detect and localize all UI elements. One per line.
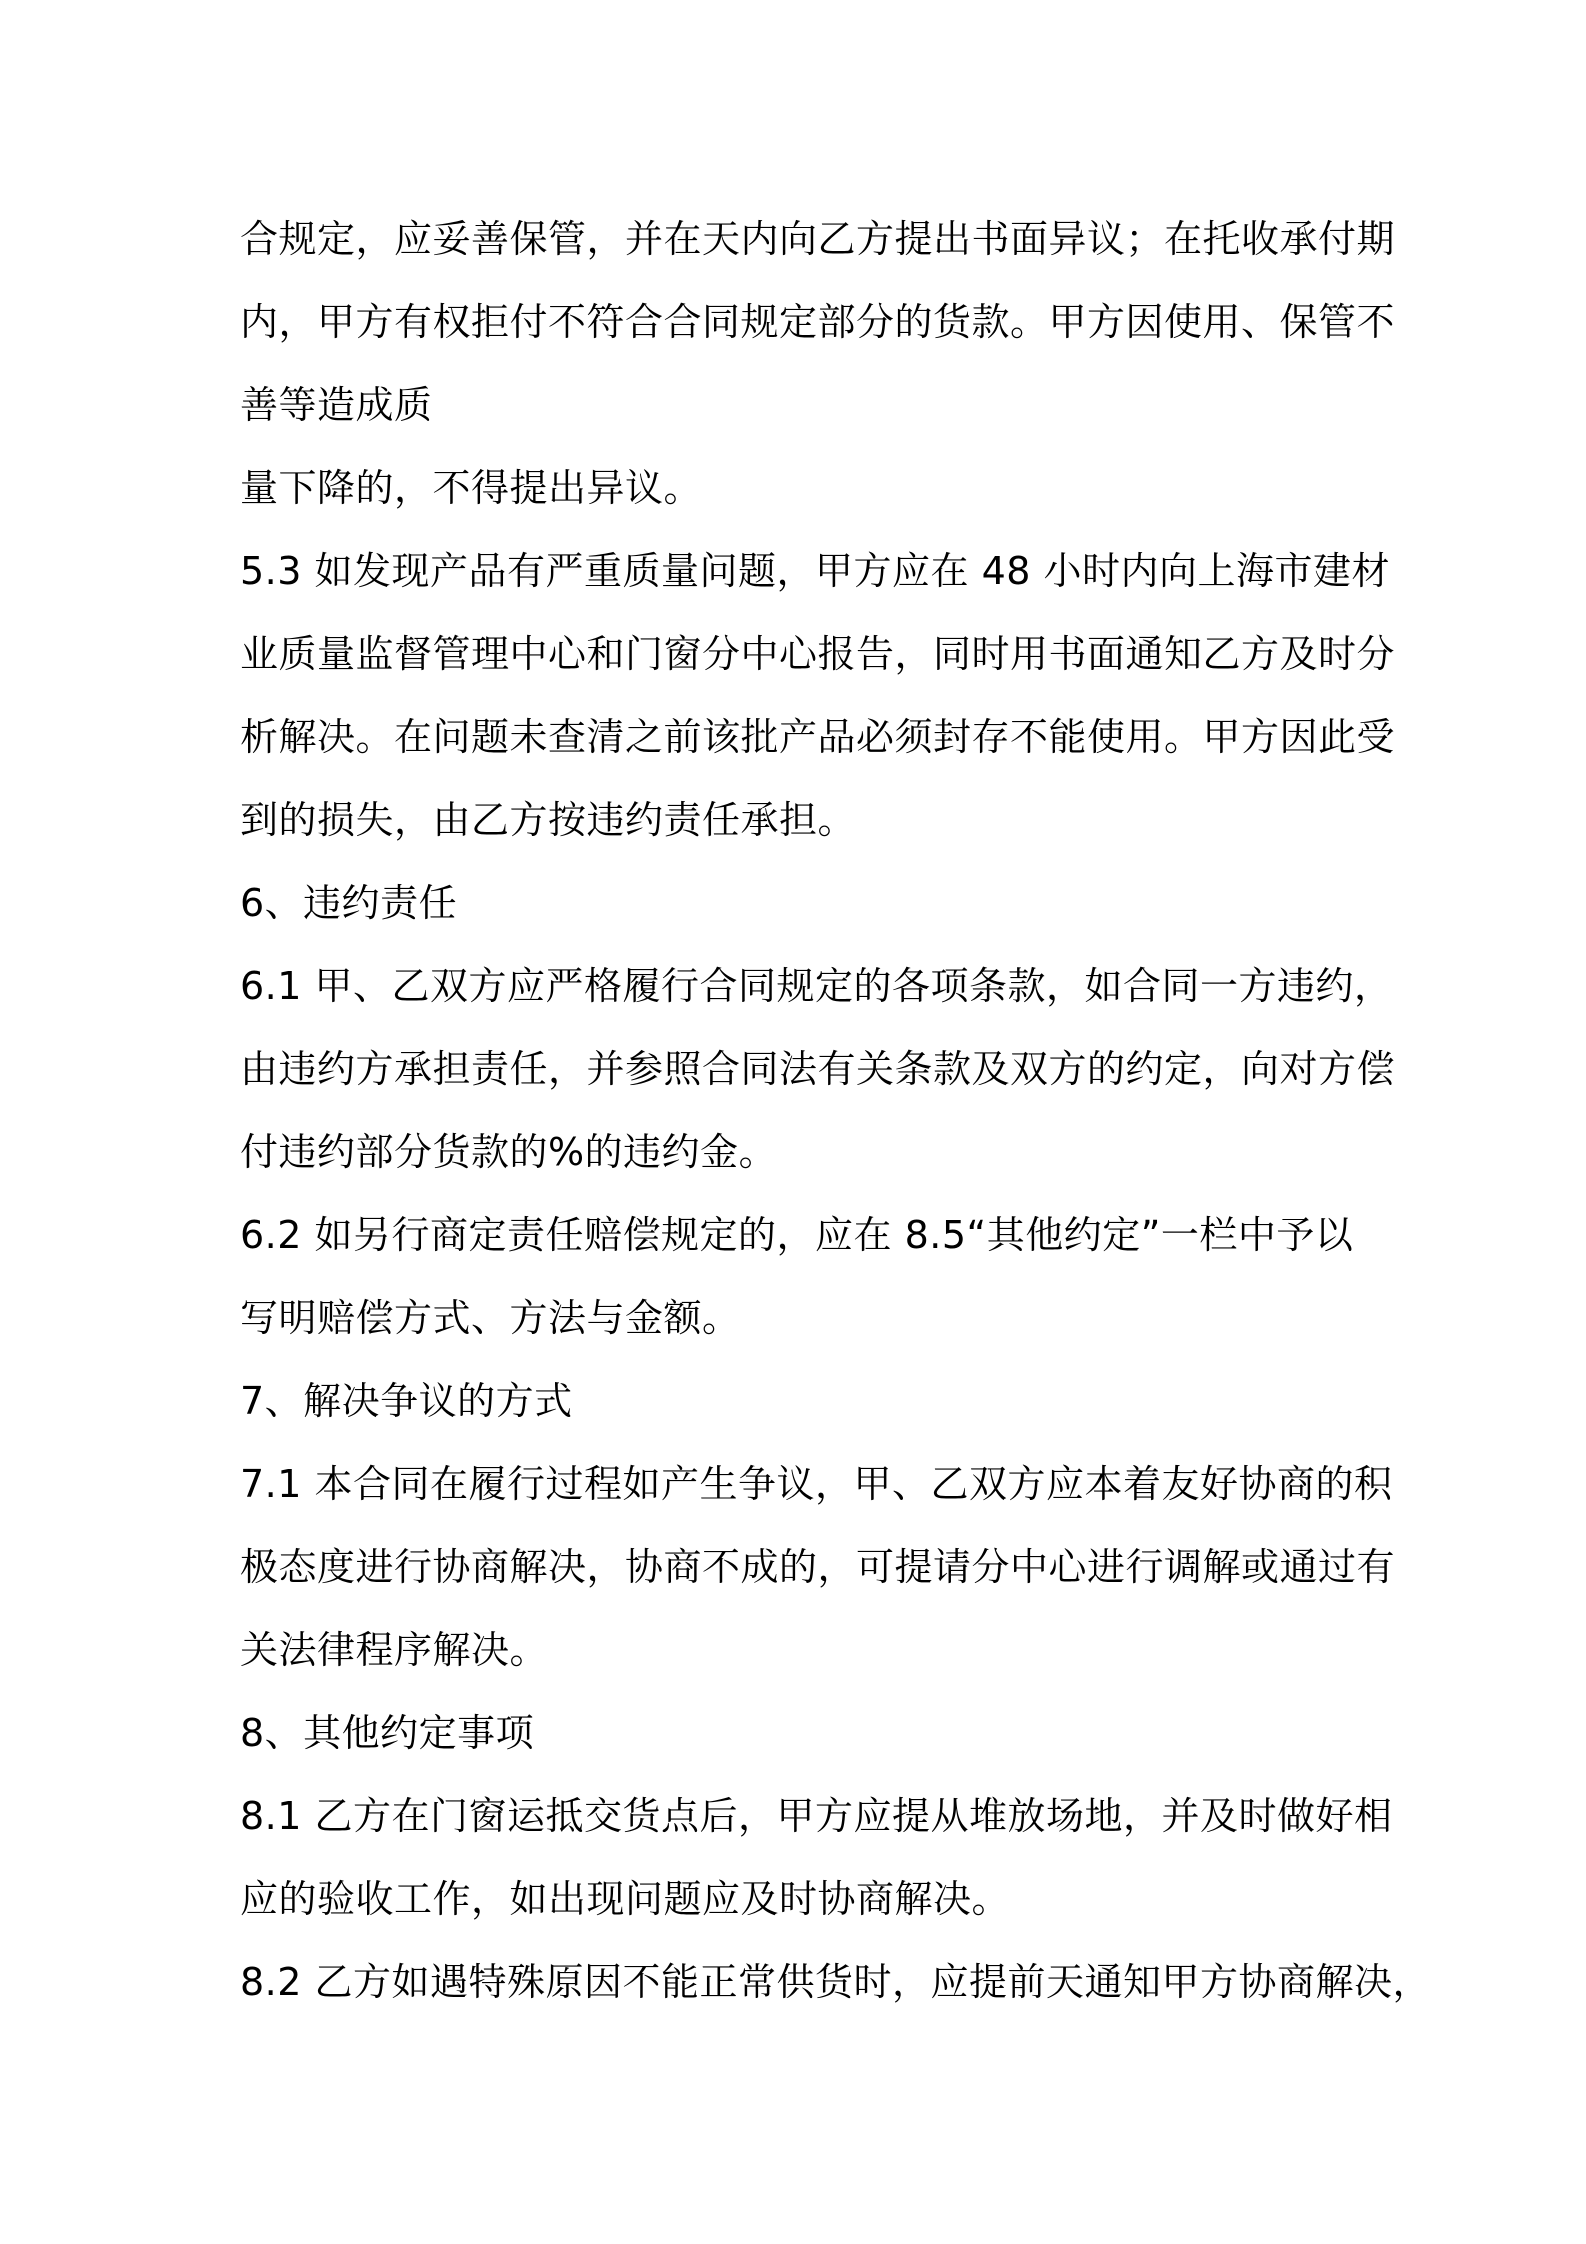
text-line: 善等造成质 <box>240 383 433 427</box>
text-line: 合规定，应妥善保管，并在天内向乙方提出书面异议；在托收承付期 <box>240 217 1396 261</box>
text-line: 量下降的，不得提出异议。 <box>240 466 703 510</box>
text-line: 付违约部分货款的%的违约金。 <box>240 1130 778 1174</box>
clause-8-1-line: 8.1 乙方在门窗运抵交货点后，甲方应提从堆放场地，并及时做好相 <box>240 1794 1393 1838</box>
text-line: 析解决。在问题未查清之前该批产品必须封存不能使用。甲方因此受 <box>240 715 1396 759</box>
section-heading-8: 8、其他约定事项 <box>240 1711 535 1755</box>
clause-5-3-line: 5.3 如发现产品有严重质量问题，甲方应在 48 小时内向上海市建材 <box>240 549 1391 593</box>
clause-6-2-line: 6.2 如另行商定责任赔偿规定的，应在 8.5“其他约定”一栏中予以 <box>240 1213 1354 1257</box>
text-line: 到的损失，由乙方按违约责任承担。 <box>240 798 857 842</box>
clause-6-1-line: 6.1 甲、乙双方应严格履行合同规定的各项条款，如合同一方违约， <box>240 964 1393 1008</box>
text-line: 由违约方承担责任，并参照合同法有关条款及双方的约定，向对方偿 <box>240 1047 1396 1091</box>
section-heading-7: 7、解决争议的方式 <box>240 1379 573 1423</box>
text-line: 极态度进行协商解决，协商不成的，可提请分中心进行调解或通过有 <box>240 1545 1396 1589</box>
clause-7-1-line: 7.1 本合同在履行过程如产生争议，甲、乙双方应本着友好协商的积 <box>240 1462 1393 1506</box>
document-body <box>240 198 1432 2024</box>
text-line: 内，甲方有权拒付不符合合同规定部分的货款。甲方因使用、保管不 <box>240 300 1396 344</box>
clause-8-2-line: 8.2 乙方如遇特殊原因不能正常供货时，应提前天通知甲方协商解决， <box>240 1960 1432 2004</box>
section-heading-6: 6、违约责任 <box>240 881 458 925</box>
text-line: 业质量监督管理中心和门窗分中心报告，同时用书面通知乙方及时分 <box>240 632 1396 676</box>
text-line: 写明赔偿方式、方法与金额。 <box>240 1296 741 1340</box>
text-line: 应的验收工作，如出现问题应及时协商解决。 <box>240 1877 1011 1921</box>
text-line: 关法律程序解决。 <box>240 1628 549 1672</box>
